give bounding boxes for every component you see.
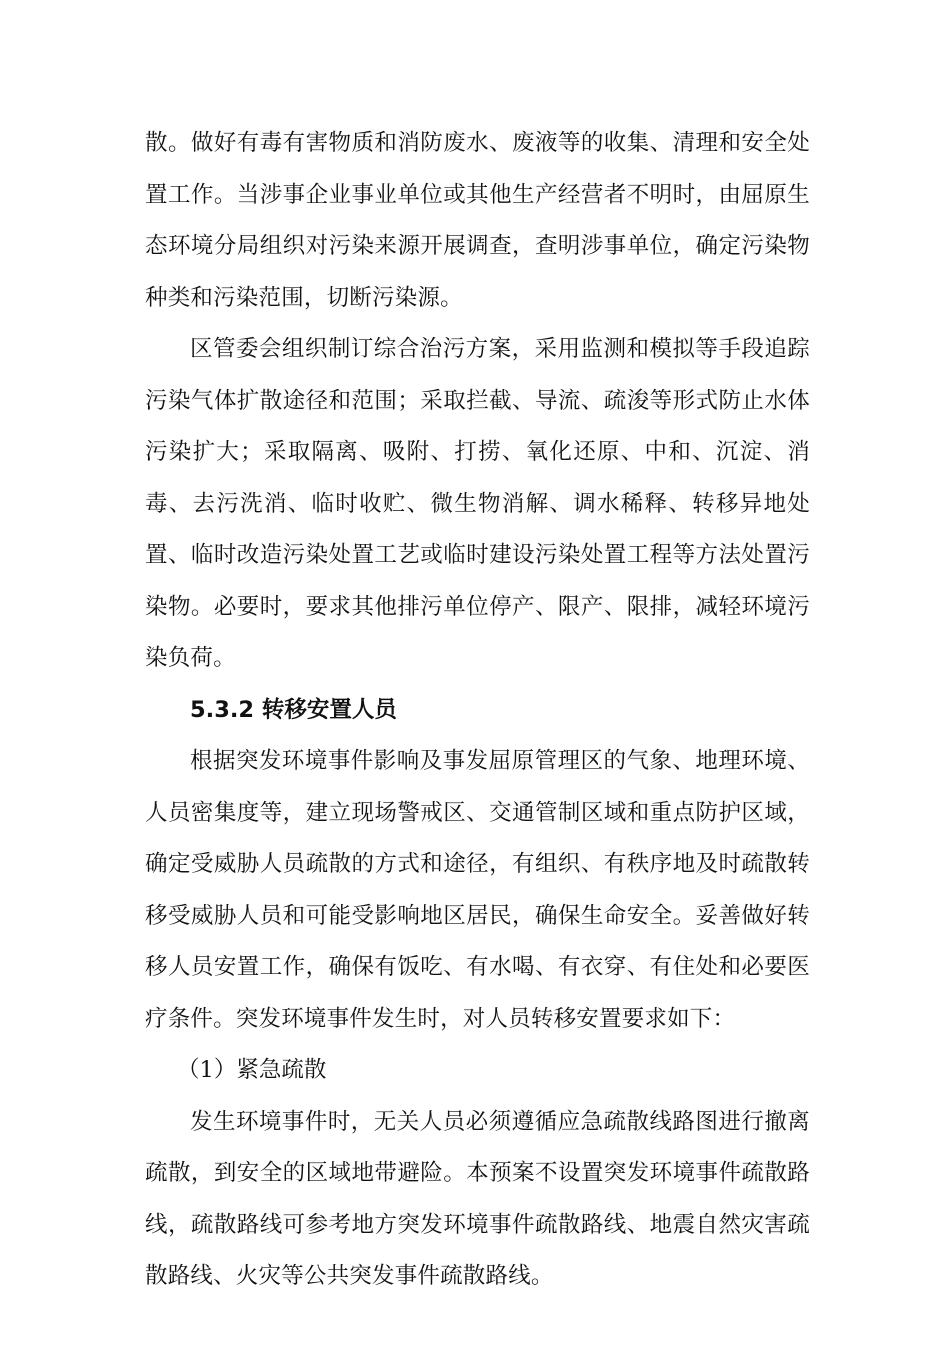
paragraph-pollution-treatment: 区管委会组织制订综合治污方案，采用监测和模拟等手段追踪污染气体扩散途径和范围；采取拦截、导流、疏浚等形式防止水体污染扩大；采取隔离、吸附、打捞、氧化还原、中和、沉淀、消毒、去污洗消、临时收贮、微生物消解、调水稀释、转移异地处置、临时改造污染处置工艺或临时建设污染处置工程等方法处置污染物。必要时，要求其他排污单位停产、限产、限排，减轻环境污染负荷。 [145, 336, 810, 671]
list-item-emergency-evacuation: （1）紧急疏散 [177, 1057, 327, 1083]
paragraph-continued: 散。做好有毒有害物质和消防废水、废液等的收集、清理和安全处置工作。当涉事企业事业单位或其他生产经营者不明时，由屈原生态环境分局组织对污染来源开展调查，查明涉事单位，确定污染物种类和污染范围，切断污染源。 [145, 130, 810, 311]
page-body [145, 118, 810, 1303]
section-heading-5-3-2: 5.3.2 转移安置人员 [190, 696, 397, 723]
paragraph-relocation: 根据突发环境事件影响及事发屈原管理区的气象、地理环境、人员密集度等，建立现场警戒区、交通管制区域和重点防护区域，确定受威胁人员疏散的方式和途径，有组织、有秩序地及时疏散转移受威胁人员和可能受影响地区居民，确保生命安全。妥善做好转移人员安置工作，确保有饭吃、有水喝、有衣穿、有住处和必要医疗条件。突发环境事件发生时，对人员转移安置要求如下： [145, 748, 810, 1032]
paragraph-evacuation-routes: 发生环境事件时，无关人员必须遵循应急疏散线路图进行撤离疏散，到安全的区域地带避险。本预案不设置突发环境事件疏散路线，疏散路线可参考地方突发环境事件疏散路线、地震自然灾害疏散路线、火灾等公共突发事件疏散路线。 [145, 1108, 810, 1289]
